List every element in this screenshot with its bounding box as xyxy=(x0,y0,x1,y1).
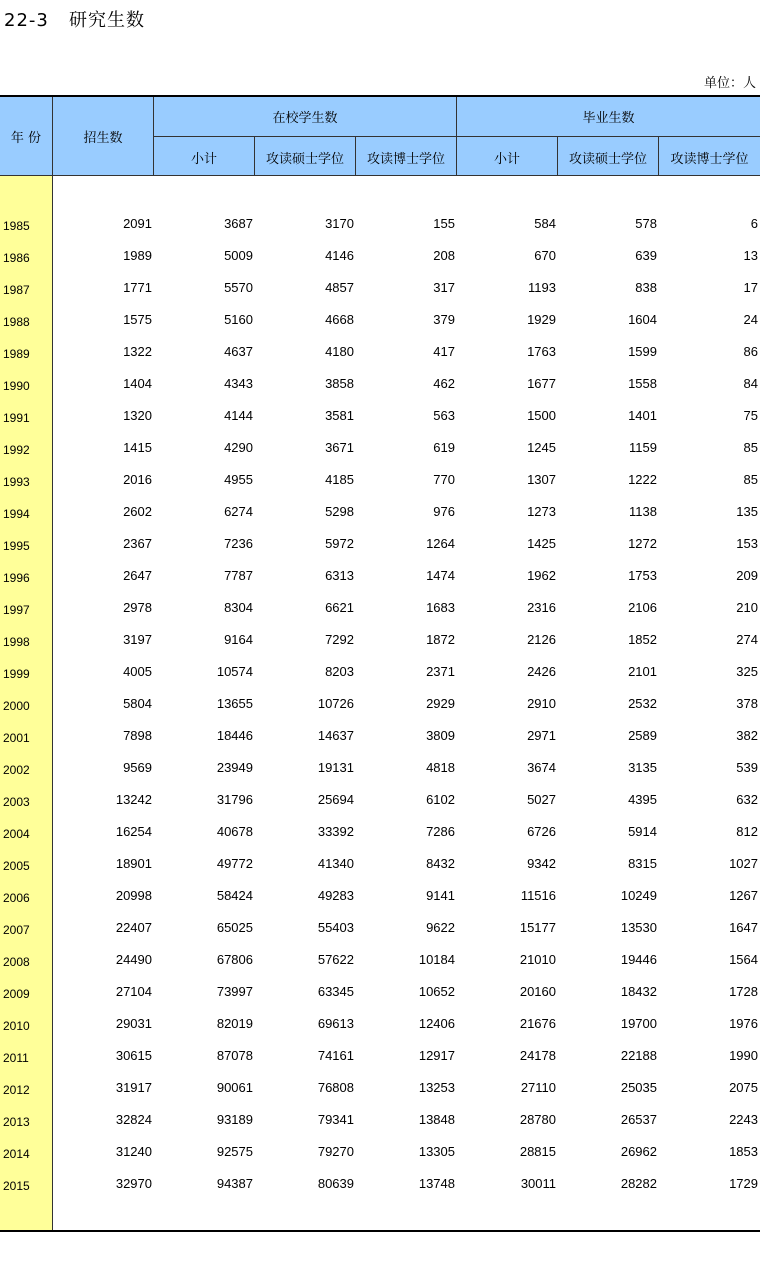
g-phd-cell: 325 xyxy=(736,664,758,679)
g-master-cell: 1401 xyxy=(628,408,657,423)
year-cell: 1998 xyxy=(3,635,30,649)
g-master-cell: 10249 xyxy=(620,888,657,903)
g-total-cell: 1677 xyxy=(527,376,556,391)
enroll-cell: 7898 xyxy=(123,728,152,743)
header-sub-phd: 攻读博士学位 xyxy=(670,152,749,167)
s-master-cell: 69613 xyxy=(317,1016,354,1031)
s-total-cell: 92575 xyxy=(216,1144,253,1159)
s-phd-cell: 4818 xyxy=(426,760,455,775)
enroll-cell: 2016 xyxy=(123,472,152,487)
g-total-cell: 1307 xyxy=(527,472,556,487)
g-total-cell: 21010 xyxy=(519,952,556,967)
s-total-cell: 5009 xyxy=(224,248,253,263)
g-master-cell: 1753 xyxy=(628,568,657,583)
s-total-cell: 94387 xyxy=(216,1176,253,1191)
g-total-cell: 28815 xyxy=(519,1144,556,1159)
s-total-cell: 7787 xyxy=(224,568,253,583)
s-total-cell: 93189 xyxy=(216,1112,253,1127)
s-master-cell: 3581 xyxy=(325,408,354,423)
table-row xyxy=(0,592,760,624)
table-row xyxy=(0,720,760,752)
s-total-cell: 65025 xyxy=(216,920,253,935)
s-master-cell: 8203 xyxy=(325,664,354,679)
g-phd-cell: 1267 xyxy=(729,888,758,903)
g-phd-cell: 75 xyxy=(743,408,758,423)
year-cell: 2008 xyxy=(3,955,30,969)
year-cell: 1989 xyxy=(3,347,30,361)
g-total-cell: 5027 xyxy=(527,792,556,807)
s-total-cell: 5160 xyxy=(224,312,253,327)
year-cell: 2000 xyxy=(3,699,30,713)
g-total-cell: 1273 xyxy=(527,504,556,519)
s-phd-cell: 10184 xyxy=(418,952,455,967)
g-total-cell: 2126 xyxy=(527,632,556,647)
g-phd-cell: 1647 xyxy=(729,920,758,935)
header-sub-master: 攻读硕士学位 xyxy=(265,152,344,167)
table-row xyxy=(0,528,760,560)
table-row xyxy=(0,656,760,688)
s-phd-cell: 12406 xyxy=(418,1016,455,1031)
s-phd-cell: 462 xyxy=(433,376,455,391)
s-master-cell: 6313 xyxy=(325,568,354,583)
g-total-cell: 20160 xyxy=(519,984,556,999)
g-phd-cell: 2243 xyxy=(729,1112,758,1127)
header-sub-master: 攻读硕士学位 xyxy=(568,152,647,167)
g-total-cell: 1245 xyxy=(527,440,556,455)
year-cell: 2009 xyxy=(3,987,30,1001)
year-cell: 2007 xyxy=(3,923,30,937)
s-master-cell: 76808 xyxy=(317,1080,354,1095)
s-phd-cell: 619 xyxy=(433,440,455,455)
g-master-cell: 13530 xyxy=(620,920,657,935)
s-phd-cell: 8432 xyxy=(426,856,455,871)
s-total-cell: 3687 xyxy=(224,216,253,231)
g-phd-cell: 17 xyxy=(743,280,758,295)
s-master-cell: 63345 xyxy=(317,984,354,999)
s-phd-cell: 2929 xyxy=(426,696,455,711)
g-master-cell: 1159 xyxy=(629,440,657,455)
table-row xyxy=(0,1008,760,1040)
s-master-cell: 5972 xyxy=(325,536,354,551)
g-phd-cell: 378 xyxy=(736,696,758,711)
s-master-cell: 6621 xyxy=(325,600,354,615)
enroll-cell: 2091 xyxy=(123,216,152,231)
year-cell: 2002 xyxy=(3,763,30,777)
year-cell: 1991 xyxy=(3,411,30,425)
g-phd-cell: 812 xyxy=(736,824,758,839)
g-total-cell: 3674 xyxy=(527,760,556,775)
enroll-cell: 13242 xyxy=(115,792,152,807)
g-phd-cell: 539 xyxy=(736,760,758,775)
g-master-cell: 578 xyxy=(635,216,657,231)
table-row xyxy=(0,304,760,336)
g-phd-cell: 1976 xyxy=(729,1016,758,1031)
enroll-cell: 5804 xyxy=(123,696,152,711)
enroll-cell: 22407 xyxy=(115,920,152,935)
table-row xyxy=(0,496,760,528)
year-cell: 1994 xyxy=(3,507,30,521)
g-phd-cell: 135 xyxy=(736,504,758,519)
s-phd-cell: 1683 xyxy=(426,600,455,615)
year-cell: 2013 xyxy=(3,1115,30,1129)
year-cell: 2004 xyxy=(3,827,30,841)
s-total-cell: 5570 xyxy=(224,280,253,295)
s-master-cell: 25694 xyxy=(317,792,354,807)
s-master-cell: 57622 xyxy=(317,952,354,967)
g-phd-cell: 153 xyxy=(736,536,758,551)
table-row xyxy=(0,816,760,848)
g-total-cell: 2910 xyxy=(527,696,556,711)
enroll-cell: 2978 xyxy=(123,600,152,615)
g-master-cell: 639 xyxy=(635,248,657,263)
year-cell: 1986 xyxy=(3,251,30,265)
table-row xyxy=(0,560,760,592)
s-master-cell: 41340 xyxy=(317,856,354,871)
g-master-cell: 1604 xyxy=(628,312,657,327)
s-total-cell: 90061 xyxy=(216,1080,253,1095)
s-total-cell: 4343 xyxy=(224,376,253,391)
s-master-cell: 10726 xyxy=(317,696,354,711)
enroll-cell: 30615 xyxy=(115,1048,152,1063)
year-cell: 2001 xyxy=(3,731,30,745)
table-row xyxy=(0,1104,760,1136)
enroll-cell: 2647 xyxy=(123,568,152,583)
enroll-cell: 16254 xyxy=(115,824,152,839)
g-total-cell: 2971 xyxy=(527,728,556,743)
year-cell: 1990 xyxy=(3,379,30,393)
g-master-cell: 2106 xyxy=(628,600,657,615)
g-master-cell: 4395 xyxy=(628,792,657,807)
s-master-cell: 79270 xyxy=(317,1144,354,1159)
s-total-cell: 18446 xyxy=(216,728,253,743)
enroll-cell: 1415 xyxy=(123,440,152,455)
enroll-cell: 32824 xyxy=(115,1112,152,1127)
enroll-cell: 20998 xyxy=(115,888,152,903)
s-master-cell: 14637 xyxy=(317,728,354,743)
g-phd-cell: 2075 xyxy=(729,1080,758,1095)
table-top-border xyxy=(0,95,760,97)
g-master-cell: 2589 xyxy=(628,728,657,743)
g-master-cell: 1272 xyxy=(628,536,657,551)
s-master-cell: 55403 xyxy=(317,920,354,935)
s-phd-cell: 1264 xyxy=(426,536,455,551)
year-cell: 1985 xyxy=(3,219,30,233)
g-master-cell: 25035 xyxy=(620,1080,657,1095)
table-row xyxy=(0,208,760,240)
g-total-cell: 584 xyxy=(534,216,556,231)
g-total-cell: 21676 xyxy=(519,1016,556,1031)
s-phd-cell: 13748 xyxy=(418,1176,455,1191)
g-total-cell: 1962 xyxy=(527,568,556,583)
s-master-cell: 5298 xyxy=(325,504,354,519)
s-total-cell: 4637 xyxy=(224,344,253,359)
enroll-cell: 1575 xyxy=(123,312,152,327)
year-cell: 2014 xyxy=(3,1147,30,1161)
table-row xyxy=(0,240,760,272)
g-master-cell: 1138 xyxy=(629,504,657,519)
s-phd-cell: 10652 xyxy=(418,984,455,999)
year-cell: 2005 xyxy=(3,859,30,873)
g-total-cell: 1500 xyxy=(527,408,556,423)
header-sub-total: 小计 xyxy=(190,152,217,167)
year-cell: 1993 xyxy=(3,475,30,489)
g-phd-cell: 24 xyxy=(743,312,758,327)
enroll-cell: 31917 xyxy=(115,1080,152,1095)
s-phd-cell: 976 xyxy=(433,504,455,519)
g-total-cell: 27110 xyxy=(520,1080,556,1095)
year-cell: 1997 xyxy=(3,603,30,617)
year-cell: 2006 xyxy=(3,891,30,905)
g-phd-cell: 210 xyxy=(736,600,758,615)
table-body xyxy=(0,208,760,1200)
table-row xyxy=(0,688,760,720)
s-master-cell: 3170 xyxy=(325,216,354,231)
g-total-cell: 24178 xyxy=(519,1048,556,1063)
s-total-cell: 6274 xyxy=(224,504,253,519)
g-master-cell: 838 xyxy=(635,280,657,295)
g-phd-cell: 1564 xyxy=(729,952,758,967)
s-total-cell: 9164 xyxy=(224,632,253,647)
table-row xyxy=(0,1168,760,1200)
table-row xyxy=(0,1040,760,1072)
s-total-cell: 67806 xyxy=(216,952,253,967)
enroll-cell: 29031 xyxy=(115,1016,152,1031)
g-master-cell: 8315 xyxy=(628,856,657,871)
s-phd-cell: 13848 xyxy=(418,1112,455,1127)
s-phd-cell: 208 xyxy=(433,248,455,263)
g-phd-cell: 382 xyxy=(736,728,758,743)
s-phd-cell: 1872 xyxy=(426,632,455,647)
s-master-cell: 4668 xyxy=(325,312,354,327)
header-year: 年 份 xyxy=(10,131,42,146)
s-phd-cell: 563 xyxy=(433,408,455,423)
year-cell: 1987 xyxy=(3,283,30,297)
g-master-cell: 2532 xyxy=(628,696,657,711)
s-master-cell: 19131 xyxy=(317,760,354,775)
s-total-cell: 8304 xyxy=(224,600,253,615)
g-master-cell: 2101 xyxy=(628,664,657,679)
g-phd-cell: 274 xyxy=(736,632,758,647)
g-phd-cell: 1728 xyxy=(729,984,758,999)
g-phd-cell: 6 xyxy=(750,216,758,231)
g-master-cell: 19700 xyxy=(620,1016,657,1031)
year-cell: 1996 xyxy=(3,571,30,585)
table-row xyxy=(0,944,760,976)
s-master-cell: 3671 xyxy=(325,440,354,455)
s-phd-cell: 6102 xyxy=(426,792,455,807)
enroll-cell: 4005 xyxy=(123,664,152,679)
g-phd-cell: 13 xyxy=(743,248,758,263)
enroll-cell: 9569 xyxy=(123,760,152,775)
year-cell: 1988 xyxy=(3,315,30,329)
enroll-cell: 2602 xyxy=(123,504,152,519)
header-in-school: 在校学生数 xyxy=(272,111,338,126)
g-phd-cell: 1990 xyxy=(729,1048,758,1063)
g-master-cell: 1599 xyxy=(628,344,657,359)
table-row xyxy=(0,976,760,1008)
g-master-cell: 26537 xyxy=(620,1112,657,1127)
s-total-cell: 4955 xyxy=(224,472,253,487)
table-row xyxy=(0,400,760,432)
g-total-cell: 11516 xyxy=(520,888,556,903)
g-master-cell: 19446 xyxy=(620,952,657,967)
table-row xyxy=(0,272,760,304)
s-phd-cell: 2371 xyxy=(426,664,455,679)
s-master-cell: 80639 xyxy=(317,1176,354,1191)
s-master-cell: 7292 xyxy=(325,632,354,647)
table-row xyxy=(0,464,760,496)
s-master-cell: 4857 xyxy=(325,280,354,295)
s-phd-cell: 7286 xyxy=(426,824,455,839)
g-master-cell: 1222 xyxy=(628,472,657,487)
enroll-cell: 1320 xyxy=(123,408,152,423)
s-total-cell: 40678 xyxy=(216,824,253,839)
g-total-cell: 2316 xyxy=(527,600,556,615)
header-enroll: 招生数 xyxy=(83,131,123,146)
table-row xyxy=(0,752,760,784)
s-master-cell: 4180 xyxy=(325,344,354,359)
g-master-cell: 18432 xyxy=(620,984,657,999)
g-phd-cell: 86 xyxy=(743,344,758,359)
s-phd-cell: 317 xyxy=(433,280,455,295)
enroll-cell: 1771 xyxy=(123,280,152,295)
year-cell: 2010 xyxy=(3,1019,30,1033)
s-master-cell: 74161 xyxy=(317,1048,354,1063)
g-master-cell: 22188 xyxy=(620,1048,657,1063)
g-total-cell: 1929 xyxy=(527,312,556,327)
s-master-cell: 79341 xyxy=(317,1112,354,1127)
g-total-cell: 6726 xyxy=(527,824,556,839)
header-sub-total: 小计 xyxy=(493,152,520,167)
g-master-cell: 1852 xyxy=(628,632,657,647)
table-row xyxy=(0,624,760,656)
table-row xyxy=(0,784,760,816)
s-total-cell: 31796 xyxy=(216,792,253,807)
g-phd-cell: 84 xyxy=(743,376,758,391)
s-master-cell: 33392 xyxy=(317,824,354,839)
s-phd-cell: 3809 xyxy=(426,728,455,743)
g-total-cell: 1763 xyxy=(527,344,556,359)
table-row xyxy=(0,912,760,944)
data-table xyxy=(0,95,760,1233)
enroll-cell: 1404 xyxy=(123,376,152,391)
enroll-cell: 31240 xyxy=(115,1144,152,1159)
g-total-cell: 1193 xyxy=(528,280,556,295)
g-phd-cell: 1027 xyxy=(729,856,758,871)
s-phd-cell: 417 xyxy=(433,344,455,359)
g-master-cell: 26962 xyxy=(620,1144,657,1159)
g-total-cell: 15177 xyxy=(519,920,556,935)
s-master-cell: 4185 xyxy=(325,472,354,487)
s-total-cell: 73997 xyxy=(216,984,253,999)
table-row xyxy=(0,368,760,400)
g-total-cell: 2426 xyxy=(527,664,556,679)
s-master-cell: 3858 xyxy=(325,376,354,391)
header-sub-phd: 攻读博士学位 xyxy=(366,152,445,167)
s-phd-cell: 9141 xyxy=(426,888,455,903)
table-row xyxy=(0,1072,760,1104)
year-cell: 1995 xyxy=(3,539,30,553)
enroll-cell: 18901 xyxy=(115,856,152,871)
page-title: 22-3 研究生数 xyxy=(4,10,146,31)
year-cell: 2003 xyxy=(3,795,30,809)
s-master-cell: 4146 xyxy=(325,248,354,263)
year-cell: 1999 xyxy=(3,667,30,681)
g-total-cell: 30011 xyxy=(520,1176,556,1191)
g-master-cell: 3135 xyxy=(628,760,657,775)
table-bottom-border xyxy=(0,1230,760,1232)
s-phd-cell: 155 xyxy=(433,216,455,231)
enroll-cell: 27104 xyxy=(115,984,152,999)
table-row xyxy=(0,336,760,368)
table-row xyxy=(0,1136,760,1168)
s-total-cell: 58424 xyxy=(216,888,253,903)
unit-label: 单位：人 xyxy=(703,76,756,91)
s-total-cell: 10574 xyxy=(216,664,253,679)
s-total-cell: 13655 xyxy=(216,696,253,711)
table-row xyxy=(0,880,760,912)
s-total-cell: 4290 xyxy=(224,440,253,455)
enroll-cell: 32970 xyxy=(115,1176,152,1191)
g-master-cell: 5914 xyxy=(628,824,657,839)
year-cell: 1992 xyxy=(3,443,30,457)
year-cell: 2011 xyxy=(3,1051,29,1065)
g-phd-cell: 85 xyxy=(743,472,758,487)
g-phd-cell: 1853 xyxy=(729,1144,758,1159)
s-total-cell: 87078 xyxy=(216,1048,253,1063)
s-total-cell: 82019 xyxy=(216,1016,253,1031)
s-master-cell: 49283 xyxy=(317,888,354,903)
s-phd-cell: 12917 xyxy=(418,1048,455,1063)
g-total-cell: 1425 xyxy=(527,536,556,551)
s-total-cell: 4144 xyxy=(224,408,253,423)
header-divider-2 xyxy=(0,175,760,176)
s-phd-cell: 13253 xyxy=(418,1080,455,1095)
g-total-cell: 28780 xyxy=(519,1112,556,1127)
enroll-cell: 1989 xyxy=(123,248,152,263)
g-total-cell: 9342 xyxy=(527,856,556,871)
s-phd-cell: 379 xyxy=(433,312,455,327)
g-phd-cell: 632 xyxy=(736,792,758,807)
table-row xyxy=(0,432,760,464)
s-total-cell: 23949 xyxy=(216,760,253,775)
g-master-cell: 28282 xyxy=(620,1176,657,1191)
g-phd-cell: 85 xyxy=(743,440,758,455)
enroll-cell: 3197 xyxy=(123,632,152,647)
s-phd-cell: 1474 xyxy=(426,568,455,583)
header-graduates: 毕业生数 xyxy=(582,111,635,126)
g-phd-cell: 209 xyxy=(736,568,758,583)
table-row xyxy=(0,848,760,880)
enroll-cell: 1322 xyxy=(123,344,152,359)
s-phd-cell: 13305 xyxy=(418,1144,455,1159)
year-cell: 2015 xyxy=(3,1179,30,1193)
s-phd-cell: 770 xyxy=(433,472,455,487)
s-total-cell: 7236 xyxy=(224,536,253,551)
g-master-cell: 1558 xyxy=(628,376,657,391)
s-phd-cell: 9622 xyxy=(426,920,455,935)
enroll-cell: 24490 xyxy=(115,952,152,967)
s-total-cell: 49772 xyxy=(216,856,253,871)
enroll-cell: 2367 xyxy=(123,536,152,551)
g-phd-cell: 1729 xyxy=(729,1176,758,1191)
year-cell: 2012 xyxy=(3,1083,30,1097)
g-total-cell: 670 xyxy=(534,248,556,263)
